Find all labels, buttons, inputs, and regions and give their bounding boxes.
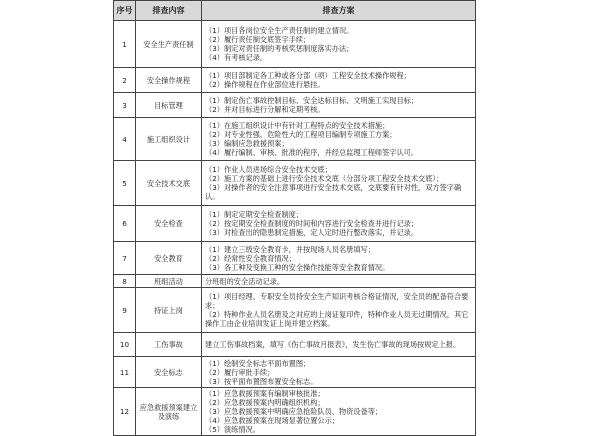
table-row — [114, 275, 476, 288]
row-item: 工伤事故 — [136, 333, 202, 357]
plan-line: （1）建立三级安全教育卡，并按现场人员名册填写； — [205, 244, 375, 254]
table-row — [114, 93, 476, 118]
table-row — [114, 21, 476, 68]
row-plan — [202, 21, 476, 68]
row-item: 安全教育 — [136, 242, 202, 275]
row-no: 11 — [114, 357, 136, 388]
plan-line: 分班组的安全活动记录。 — [205, 276, 285, 286]
plan-line: （2）履行责任制交底签字手续； — [205, 35, 311, 44]
row-no: 4 — [114, 118, 136, 161]
row-plan — [202, 388, 476, 436]
plan-line: （2）并对目标进行分解和定期考核。 — [205, 105, 325, 114]
row-plan — [202, 275, 476, 288]
plan-line: （2）操作规程在作业部位进行悬挂。 — [205, 80, 325, 89]
plan-line: （2）按定期安全检查制度的时间和内容进行安全检查并进行记录； — [205, 219, 419, 228]
row-no: 10 — [114, 333, 136, 357]
row-item: 班组活动 — [136, 275, 202, 288]
plan-line: （3）编制应急救援预案； — [205, 139, 289, 148]
table-row — [114, 357, 476, 388]
header-item: 排查内容 — [136, 1, 202, 21]
row-item: 施工组织设计 — [136, 118, 202, 161]
row-item: 持证上岗 — [136, 288, 202, 333]
row-plan — [202, 118, 476, 161]
row-item: 目标管理 — [136, 93, 202, 118]
row-no: 2 — [114, 68, 136, 93]
table-row — [114, 161, 476, 206]
header-plan: 排查方案 — [202, 1, 476, 21]
row-no: 9 — [114, 288, 136, 333]
row-plan — [202, 333, 476, 357]
row-item: 安全技术交底 — [136, 161, 202, 206]
plan-line: （2）施工方案的基础上进行安全技术交底（分部分项工程安全技术交底）； — [205, 174, 444, 183]
table-row — [114, 288, 476, 333]
row-no: 7 — [114, 242, 136, 275]
row-plan — [202, 161, 476, 206]
row-plan — [202, 357, 476, 388]
plan-line: （2）对专业性强、危险性大的工程项目编制专项施工方案； — [205, 130, 397, 139]
plan-line: （3）制定对责任制的考核奖惩制度落实办法； — [205, 44, 354, 53]
header-no: 序号 — [114, 1, 136, 21]
row-plan — [202, 288, 476, 333]
plan-line: （2）应急救援预案内明确组织机构； — [205, 398, 325, 407]
plan-line: （5）演练情况。 — [205, 425, 260, 434]
plan-line: （1）制定伤亡事故控制目标、安全达标目标、文明施工实现目标； — [205, 96, 419, 105]
plan-line: （3）各工种及变换工种的安全操作技能等安全教育情况。 — [205, 262, 390, 272]
inspection-table-container — [113, 0, 475, 434]
plan-line: （3）应急救援预案中明确应急抢险队员、物资设备等； — [205, 407, 383, 416]
plan-line: （3）对检查出的隐患制定措施，定人定时进行整改落实，并记录。 — [205, 228, 419, 237]
row-no: 5 — [114, 161, 136, 206]
plan-line: （1）项目经理、专职安全员持安全生产知识考核合格证情况，安全员的配备符合要求； — [205, 292, 469, 310]
inspection-table — [113, 0, 476, 436]
row-item: 安全生产责任制 — [136, 21, 202, 68]
row-item: 应急救援预案建立及演练 — [136, 388, 202, 436]
row-plan — [202, 93, 476, 118]
plan-line: （3）按平面布置图布置安全标志。 — [205, 376, 318, 386]
plan-line: （3）对操作者的安全注意事项进行安全技术交底，交底要有针对性，双方签字确认。 — [205, 183, 462, 201]
row-item: 安全标志 — [136, 357, 202, 388]
plan-line: （1）项目各岗位安全生产责任制的建立情况。 — [205, 26, 354, 35]
row-item: 安全操作规程 — [136, 68, 202, 93]
row-no: 3 — [114, 93, 136, 118]
row-plan — [202, 206, 476, 242]
plan-line: （1）在施工组织设计中有针对工程特点的安全技术措施； — [205, 121, 390, 130]
plan-line: （1）作业人员进场综合安全技术交底； — [205, 165, 332, 174]
table-row — [114, 118, 476, 161]
table-row — [114, 333, 476, 357]
table-row — [114, 206, 476, 242]
plan-line: （1）绘制安全标志平面布置图； — [205, 358, 311, 368]
row-no: 8 — [114, 275, 136, 288]
plan-line: （2）履行审批手续； — [205, 367, 275, 377]
row-no: 12 — [114, 388, 136, 436]
plan-line: （1）应急救援预案有编制审核批准； — [205, 389, 325, 398]
table-row — [114, 68, 476, 93]
plan-line: 建立工伤事故档案，填写《伤亡事故月报表》，发生伤亡事故的现场按规定上报。 — [205, 340, 461, 349]
plan-line: （2）经常性安全教育情况； — [205, 253, 296, 263]
row-plan — [202, 68, 476, 93]
table-row — [114, 388, 476, 436]
plan-line: （4）有考核记录。 — [205, 53, 268, 62]
row-item: 安全检查 — [136, 206, 202, 242]
row-no: 1 — [114, 21, 136, 68]
row-plan — [202, 242, 476, 275]
row-no: 6 — [114, 206, 136, 242]
plan-line: （4）履行编制、审核、批准的程序，并经总监理工程师签字认可。 — [205, 148, 419, 157]
plan-line: （2）特种作业人员名册及之对应的上岗证复印件，特种作业人员无过期情况，其它操作工由企业培训发证上岗并建立档案。 — [205, 310, 469, 328]
plan-line: （4）应急救援预案在现场显著位置公示； — [205, 416, 339, 425]
table-header-row — [114, 1, 476, 21]
table-row — [114, 242, 476, 275]
plan-line: （1）项目部制定各工种或各分部（项）工程安全技术操作规程； — [205, 71, 411, 80]
plan-line: （1）制定定期安全检查制度； — [205, 210, 304, 219]
